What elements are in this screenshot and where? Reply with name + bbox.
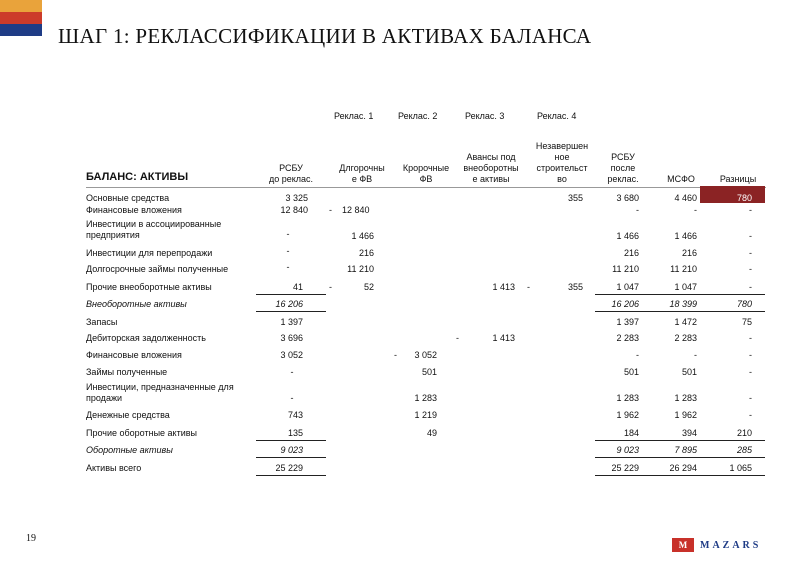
col-header-rsbu-before-l1: РСБУ <box>279 163 303 173</box>
cell-rsbu: 9 023 <box>280 445 303 455</box>
col-header-short-fv-l2: ФВ <box>419 174 433 184</box>
cell-ifrs: 1 466 <box>674 231 697 241</box>
cell-advances: 1 413 <box>492 282 515 292</box>
cell-ifrs: 501 <box>681 367 697 377</box>
col-header-rsbu-after-l3: реклас. <box>607 174 639 184</box>
row-label-other-current: Прочие оборотные активы <box>86 428 197 438</box>
cell-rsbu: - <box>290 393 294 403</box>
cell-diff: 1 065 <box>729 463 752 473</box>
col-header-diff: Разницы <box>719 174 757 184</box>
row-label-current-total: Оборотные активы <box>86 445 173 455</box>
cell-rsbu-after: 16 206 <box>611 299 639 309</box>
cell-long-fv: 12 840 <box>342 205 370 215</box>
col-header-long-fv-l1: Длгорочны <box>339 163 385 173</box>
cell-diff: - <box>749 264 752 274</box>
section-title: БАЛАНС: АКТИВЫ <box>86 171 189 183</box>
cell-rsbu: 3 696 <box>280 333 303 343</box>
cell-rsbu: 25 229 <box>275 463 303 473</box>
col-header-construction-l4: во <box>557 174 567 184</box>
total-rule-right <box>595 457 765 458</box>
cell-rsbu: 12 840 <box>280 205 308 215</box>
cell-ifrs: - <box>694 205 697 215</box>
col-header-ifrs: МСФО <box>667 174 695 184</box>
reclass-header-2: Реклас. 2 <box>398 111 438 121</box>
cell-advances: 1 413 <box>492 333 515 343</box>
total-bottom-rule-rsbu <box>256 475 326 476</box>
cell-rsbu: - <box>286 262 290 272</box>
brand-stripe-orange <box>0 0 42 12</box>
cell-rsbu-after: 11 210 <box>612 264 639 274</box>
cell-construction: 355 <box>567 282 583 292</box>
row-label-loans-received: Займы полученные <box>86 367 168 377</box>
cell-ifrs: 7 895 <box>674 445 697 455</box>
row-label-other-noncurrent: Прочие внеоборотные активы <box>86 282 212 292</box>
row-label-associates-l2: предприятия <box>86 230 140 240</box>
cell-ifrs: 11 210 <box>670 264 697 274</box>
cell-rsbu: - <box>290 367 294 377</box>
cell-ifrs: 216 <box>681 248 697 258</box>
slide-title: ШАГ 1: РЕКЛАССИФИКАЦИИ В АКТИВАХ БАЛАНСА <box>58 24 592 48</box>
cell-diff: 780 <box>736 193 752 203</box>
mazars-logo <box>672 537 761 553</box>
cell-ifrs: - <box>694 350 697 360</box>
cell-rsbu: 3 052 <box>280 350 303 360</box>
cell-construction-sign: - <box>527 282 530 292</box>
cell-rsbu-after: 9 023 <box>616 445 639 455</box>
cell-rsbu-after: 1 283 <box>616 393 639 403</box>
row-label-short-fin-investments: Финансовые вложения <box>86 350 182 360</box>
cell-rsbu-after: 1 466 <box>616 231 639 241</box>
col-header-rsbu-after-l1: РСБУ <box>611 152 635 162</box>
cell-long-fv-sign: - <box>329 282 332 292</box>
cell-ifrs: 394 <box>681 428 697 438</box>
row-label-financial-investments: Финансовые вложения <box>86 205 182 215</box>
cell-diff: - <box>749 205 752 215</box>
cell-rsbu: - <box>286 229 290 239</box>
col-header-construction-l2: ное <box>554 152 570 162</box>
cell-rsbu-after: 25 229 <box>611 463 639 473</box>
cell-rsbu: 16 206 <box>275 299 303 309</box>
cell-short-fv: 501 <box>421 367 437 377</box>
cell-short-fv: 49 <box>426 428 437 438</box>
cell-diff: - <box>749 393 752 403</box>
cell-rsbu-after: 1 397 <box>616 317 639 327</box>
cell-rsbu-after: 2 283 <box>616 333 639 343</box>
row-label-held-for-sale-l1: Инвестиции, предназначенные для <box>86 382 234 392</box>
row-label-cash: Денежные средства <box>86 410 170 420</box>
cell-ifrs: 18 399 <box>669 299 697 309</box>
reclass-header-1: Реклас. 1 <box>334 111 374 121</box>
cell-diff: - <box>749 367 752 377</box>
brand-stripe-blue <box>0 24 42 36</box>
cell-ifrs: 26 294 <box>669 463 697 473</box>
cell-advances-sign: - <box>456 333 459 343</box>
logo-mark: M <box>672 538 694 552</box>
subtotal-rule-right <box>595 294 765 295</box>
cell-short-fv: 1 283 <box>414 393 437 403</box>
total-bottom-rule-right <box>595 475 765 476</box>
subtotal-rule-right-bottom <box>595 311 765 312</box>
logo-text: MAZARS <box>700 539 762 551</box>
subtotal-rule-current-right <box>595 440 765 441</box>
cell-diff: - <box>749 282 752 292</box>
cell-ifrs: 2 283 <box>674 333 697 343</box>
cell-ifrs: 1 047 <box>674 282 697 292</box>
cell-rsbu-after: - <box>636 205 639 215</box>
cell-diff: 210 <box>736 428 752 438</box>
col-header-advances-l3: е активы <box>472 174 510 184</box>
col-header-advances-l1: Авансы под <box>466 152 516 162</box>
cell-rsbu: 743 <box>287 410 303 420</box>
col-header-rsbu-before-l2: до реклас. <box>268 174 314 184</box>
reclass-header-4: Реклас. 4 <box>537 111 577 121</box>
row-label-noncurrent-total: Внеоборотные активы <box>86 299 187 309</box>
cell-ifrs: 4 460 <box>674 193 697 203</box>
cell-rsbu-after: 216 <box>623 248 639 258</box>
row-label-receivables: Дебиторская задолженность <box>86 333 206 343</box>
cell-long-fv: 11 210 <box>347 264 374 274</box>
cell-short-fv: 3 052 <box>414 350 437 360</box>
col-header-advances-l2: внеоборотны <box>463 163 519 173</box>
cell-diff: - <box>749 248 752 258</box>
cell-diff: 285 <box>736 445 752 455</box>
cell-rsbu-after: - <box>636 350 639 360</box>
row-label-associates-l1: Инвестиции в ассоциированные <box>86 219 222 229</box>
cell-rsbu-after: 501 <box>623 367 639 377</box>
brand-stripe-red <box>0 12 42 24</box>
cell-rsbu: 135 <box>287 428 303 438</box>
cell-diff: - <box>749 333 752 343</box>
row-label-total-assets: Активы всего <box>86 463 142 473</box>
cell-ifrs: 1 283 <box>674 393 697 403</box>
row-label-long-term-loans: Долгосрочные займы полученные <box>86 264 229 274</box>
cell-construction: 355 <box>567 193 583 203</box>
page-number: 19 <box>26 533 36 544</box>
row-label-inventory: Запасы <box>86 317 118 327</box>
cell-rsbu: 3 325 <box>285 193 308 203</box>
total-rule-rsbu <box>256 457 326 458</box>
cell-ifrs: 1 962 <box>674 410 697 420</box>
subtotal-rule-current-rsbu <box>256 440 326 441</box>
cell-diff: 75 <box>741 317 752 327</box>
cell-rsbu-after: 1 962 <box>616 410 639 420</box>
cell-long-fv: 1 466 <box>351 231 374 241</box>
col-header-rsbu-after-l2: после <box>610 163 636 173</box>
cell-short-fv-sign: - <box>394 350 397 360</box>
cell-rsbu: - <box>286 246 290 256</box>
cell-rsbu-after: 3 680 <box>616 193 639 203</box>
cell-short-fv: 1 219 <box>414 410 437 420</box>
row-label-held-for-sale-l2: продажи <box>86 393 122 403</box>
header-rule <box>86 187 766 188</box>
col-header-long-fv-l2: е ФВ <box>351 174 373 184</box>
col-header-short-fv-l1: Кророчные <box>402 163 450 173</box>
reclass-header-3: Реклас. 3 <box>465 111 505 121</box>
subtotal-rule-rsbu-bottom <box>256 311 326 312</box>
row-label-held-for-resale: Инвестиции для перепродажи <box>86 248 213 258</box>
cell-diff: - <box>749 231 752 241</box>
cell-long-fv: 216 <box>358 248 374 258</box>
cell-ifrs: 1 472 <box>674 317 697 327</box>
cell-diff: - <box>749 350 752 360</box>
cell-rsbu-after: 1 047 <box>616 282 639 292</box>
subtotal-rule-rsbu <box>256 294 326 295</box>
col-header-construction-l1: Незавершен <box>535 141 589 151</box>
col-header-construction-l3: строительст <box>536 163 588 173</box>
cell-diff: - <box>749 410 752 420</box>
cell-long-fv-sign: - <box>329 205 332 215</box>
cell-rsbu-after: 184 <box>623 428 639 438</box>
cell-diff: 780 <box>736 299 752 309</box>
row-label-fixed-assets: Основные средства <box>86 193 170 203</box>
cell-rsbu: 41 <box>292 282 303 292</box>
cell-rsbu: 1 397 <box>280 317 303 327</box>
cell-long-fv: 52 <box>363 282 374 292</box>
